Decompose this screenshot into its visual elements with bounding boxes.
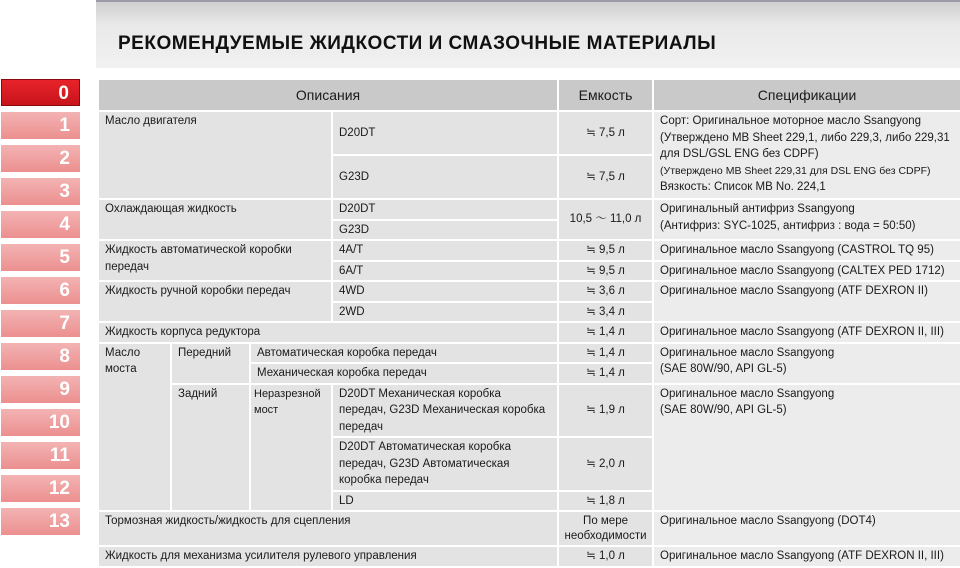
table-row xyxy=(98,281,960,302)
axle-front: Передний xyxy=(171,343,250,384)
row-label-automatic-transmission: Жидкость автоматической коробки передач xyxy=(98,240,332,281)
tab-8[interactable]: 8 xyxy=(1,343,80,370)
header-description: Описания xyxy=(98,79,558,111)
brake-spec: Оригинальное масло Ssangyong (DOT4) xyxy=(653,511,960,546)
row-label-brake-fluid: Тормозная жидкость/жидкость для сцепления xyxy=(98,511,558,546)
engine-oil-spec xyxy=(653,111,960,199)
coolant-capacity: 10,5 ～ 11,0 л xyxy=(558,199,653,240)
axle-rear-row1: D20DT Механическая коробка передач, G23D Механическая коробка передач xyxy=(332,384,558,438)
row-label-engine-oil: Масло двигателя xyxy=(98,111,332,199)
axle-rear-row2-capacity: ≒ 2,0 л xyxy=(558,437,653,491)
row-label-power-steering: Жидкость для механизма усилителя рулевого управления xyxy=(98,546,558,567)
mt-2wd-capacity: ≒ 3,4 л xyxy=(558,302,653,323)
at-6at: 6A/T xyxy=(332,261,558,282)
table-row xyxy=(98,546,960,567)
at-6at-capacity: ≒ 9,5 л xyxy=(558,261,653,282)
fluids-table xyxy=(97,78,960,568)
engine-oil-spec-line: Сорт: Оригинальное моторное масло Ssangyong (Утверждено MB Sheet 229,1, либо 229,3, либо 229,31 для DSL/GSL ENG без CDPF) xyxy=(660,115,950,160)
coolant-d20dt: D20DT xyxy=(332,199,558,220)
transfer-spec: Оригинальное масло Ssangyong (ATF DEXRON II, III) xyxy=(653,322,960,343)
engine-d20dt-capacity: ≒ 7,5 л xyxy=(558,111,653,155)
at-4at: 4A/T xyxy=(332,240,558,261)
header-specification: Спецификации xyxy=(653,79,960,111)
axle-front-mt: Механическая коробка передач xyxy=(250,363,558,384)
table-row xyxy=(98,240,960,261)
tab-7[interactable]: 7 xyxy=(1,310,80,337)
axle-rear-row2: D20DT Автоматическая коробка передач, G23D Автоматическая коробка передач xyxy=(332,437,558,491)
engine-oil-spec-line: (Утверждено MB Sheet 229,31 для DSL ENG без CDPF) xyxy=(660,164,931,177)
axle-rear-row3-capacity: ≒ 1,8 л xyxy=(558,491,653,512)
at-6at-spec: Оригинальное масло Ssangyong (CALTEX PED 1712) xyxy=(653,261,960,282)
coolant-spec-line: (Антифриз: SYC-1025, антифриз : вода = 50:50) xyxy=(660,219,916,232)
axle-front-spec xyxy=(653,343,960,384)
table-row xyxy=(98,511,960,546)
axle-front-at: Автоматическая коробка передач xyxy=(250,343,558,364)
table-row xyxy=(98,343,960,364)
tab-5[interactable]: 5 xyxy=(1,244,80,271)
axle-front-at-capacity: ≒ 1,4 л xyxy=(558,343,653,364)
mt-spec: Оригинальное масло Ssangyong (ATF DEXRON II) xyxy=(653,281,960,322)
tab-13[interactable]: 13 xyxy=(1,508,80,535)
axle-front-spec-line: (SAE 80W/90, API GL-5) xyxy=(660,363,787,375)
tab-11[interactable]: 11 xyxy=(1,442,80,469)
axle-rear-row3: LD xyxy=(332,491,558,512)
tab-6[interactable]: 6 xyxy=(1,277,80,304)
axle-rear-spec-line: (SAE 80W/90, API GL-5) xyxy=(660,404,787,416)
tab-1[interactable]: 1 xyxy=(1,112,80,139)
tab-10[interactable]: 10 xyxy=(1,409,80,436)
table-row xyxy=(98,384,960,438)
mt-2wd: 2WD xyxy=(332,302,558,323)
axle-rear-spec-line: Оригинальное масло Ssangyong xyxy=(660,387,835,400)
coolant-spec-line: Оригинальный антифриз Ssangyong xyxy=(660,203,855,215)
brake-capacity: По мере необходимости xyxy=(558,511,653,546)
axle-rear-type: Неразрезной мост xyxy=(250,384,332,512)
tab-4[interactable]: 4 xyxy=(1,211,80,238)
table-header-row xyxy=(98,79,960,111)
coolant-spec xyxy=(653,199,960,240)
mt-4wd: 4WD xyxy=(332,281,558,302)
table-row xyxy=(98,199,960,220)
header-capacity: Емкость xyxy=(558,79,653,111)
row-label-coolant: Охлаждающая жидкость xyxy=(98,199,332,240)
tab-0[interactable]: 0 xyxy=(1,79,80,106)
at-4at-capacity: ≒ 9,5 л xyxy=(558,240,653,261)
axle-rear-spec xyxy=(653,384,960,512)
axle-rear-row1-capacity: ≒ 1,9 л xyxy=(558,384,653,438)
row-label-axle-oil: Масло моста xyxy=(98,343,171,512)
tab-12[interactable]: 12 xyxy=(1,475,80,502)
tab-9[interactable]: 9 xyxy=(1,376,80,403)
mt-4wd-capacity: ≒ 3,6 л xyxy=(558,281,653,302)
engine-g23d: G23D xyxy=(332,155,558,199)
tab-2[interactable]: 2 xyxy=(1,145,80,172)
row-label-transfer-case: Жидкость корпуса редуктора xyxy=(98,322,558,343)
steering-capacity: ≒ 1,0 л xyxy=(558,546,653,567)
row-label-manual-transmission: Жидкость ручной коробки передач xyxy=(98,281,332,322)
coolant-g23d: G23D xyxy=(332,220,558,241)
axle-front-mt-capacity: ≒ 1,4 л xyxy=(558,363,653,384)
page-title: РЕКОМЕНДУЕМЫЕ ЖИДКОСТИ И СМАЗОЧНЫЕ МАТЕРИАЛЫ xyxy=(118,33,717,54)
engine-d20dt: D20DT xyxy=(332,111,558,155)
table-row xyxy=(98,111,960,155)
axle-rear: Задний xyxy=(171,384,250,512)
steering-spec: Оригинальное масло Ssangyong (ATF DEXRON II, III) xyxy=(653,546,960,567)
engine-g23d-capacity: ≒ 7,5 л xyxy=(558,155,653,199)
tab-3[interactable]: 3 xyxy=(1,178,80,205)
at-4at-spec: Оригинальное масло Ssangyong (CASTROL TQ 95) xyxy=(653,240,960,261)
table-row xyxy=(98,322,960,343)
axle-front-spec-line: Оригинальное масло Ssangyong xyxy=(660,346,835,359)
transfer-capacity: ≒ 1,4 л xyxy=(558,322,653,343)
engine-oil-spec-line: Вязкость: Список MB No. 224,1 xyxy=(660,181,826,193)
